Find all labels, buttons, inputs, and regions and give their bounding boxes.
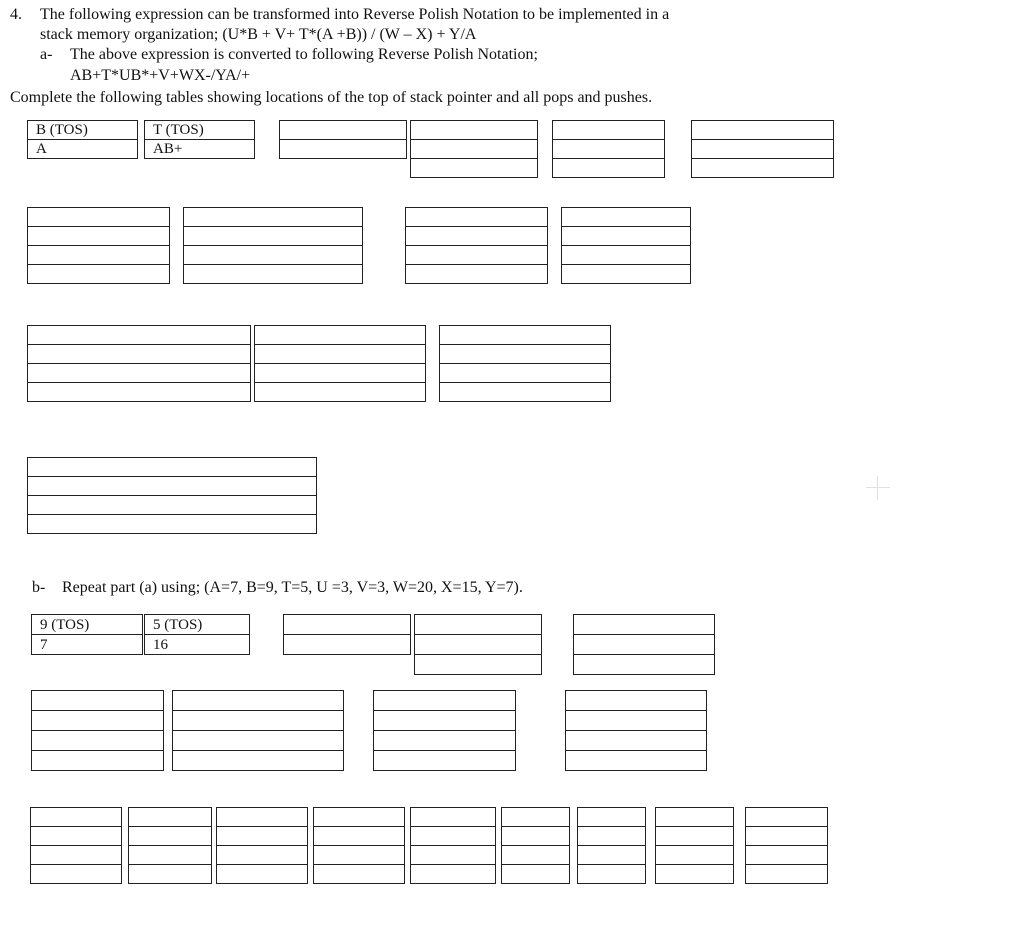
stack-cell <box>415 635 542 655</box>
stack-table-b-14 <box>410 807 496 884</box>
stack-cell: B (TOS) <box>28 121 138 140</box>
stack-table-b-15 <box>501 807 570 884</box>
stack-cell <box>411 827 496 846</box>
stack-cell <box>28 515 317 534</box>
stack-cell <box>574 655 715 675</box>
stack-cell <box>566 751 707 771</box>
stack-cell <box>28 364 251 383</box>
stack-cell <box>374 711 516 731</box>
stack-cell <box>578 808 646 827</box>
stack-cell <box>28 227 170 246</box>
stack-cell <box>129 808 212 827</box>
part-a-label: a- <box>40 46 53 63</box>
stack-cell <box>173 751 344 771</box>
stack-cell <box>656 827 734 846</box>
stack-table-a-6 <box>691 120 834 178</box>
stack-cell <box>314 865 405 884</box>
stack-cell <box>502 865 570 884</box>
stack-cell <box>578 846 646 865</box>
stack-table-b-13 <box>313 807 405 884</box>
stack-table-b-5 <box>573 614 715 675</box>
stack-cell <box>28 345 251 364</box>
stack-cell <box>562 208 691 227</box>
stack-cell <box>217 846 308 865</box>
stack-cell <box>406 265 548 284</box>
part-b-text: Repeat part (a) using; (A=7, B=9, T=5, U =3, V=3, W=20, X=15, Y=7). <box>62 579 523 596</box>
stack-cell <box>374 751 516 771</box>
stack-cell <box>374 691 516 711</box>
stack-cell <box>411 121 538 140</box>
stack-cell <box>746 865 828 884</box>
stack-cell <box>314 808 405 827</box>
stack-cell <box>173 711 344 731</box>
stack-cell <box>255 383 426 402</box>
stack-table-b-4 <box>414 614 542 675</box>
stack-table-a-12 <box>254 325 426 402</box>
stack-table-a-1 <box>27 120 138 159</box>
stack-table-a-14 <box>27 457 317 534</box>
stack-cell <box>562 227 691 246</box>
stack-cell <box>28 458 317 477</box>
stack-cell <box>656 865 734 884</box>
stack-cell <box>32 731 164 751</box>
stack-table-b-11 <box>128 807 212 884</box>
question-line-2: stack memory organization; (U*B + V+ T*(A +B)) / (W – X) + Y/A <box>40 26 477 43</box>
part-b-label: b- <box>32 579 46 596</box>
stack-cell <box>406 227 548 246</box>
stack-cell <box>502 846 570 865</box>
stack-table-b-18 <box>745 807 828 884</box>
stack-cell <box>31 808 122 827</box>
stack-cell <box>411 808 496 827</box>
stack-cell: AB+ <box>145 140 255 159</box>
stack-cell <box>284 635 411 655</box>
stack-cell <box>314 846 405 865</box>
stack-cell <box>129 827 212 846</box>
stack-cell <box>656 808 734 827</box>
stack-cell <box>566 691 707 711</box>
stack-cell <box>374 731 516 751</box>
stack-table-b-16 <box>577 807 646 884</box>
stack-cell <box>562 265 691 284</box>
stack-table-a-10 <box>561 207 691 284</box>
stack-cell <box>184 265 363 284</box>
stack-cell <box>411 865 496 884</box>
stack-cell <box>406 246 548 265</box>
stack-cell <box>562 246 691 265</box>
stack-table-a-8 <box>183 207 363 284</box>
stack-cell <box>28 208 170 227</box>
stack-cell <box>746 846 828 865</box>
stack-table-a-9 <box>405 207 548 284</box>
stack-cell <box>314 827 405 846</box>
stack-cell <box>184 246 363 265</box>
stack-cell: 5 (TOS) <box>145 615 250 635</box>
stack-cell <box>280 140 407 159</box>
stack-cell: 7 <box>32 635 143 655</box>
stack-cell <box>411 846 496 865</box>
question-number: 4. <box>10 6 22 23</box>
stack-table-a-11 <box>27 325 251 402</box>
stack-cell <box>28 383 251 402</box>
stack-cell: 16 <box>145 635 250 655</box>
stack-cell <box>692 140 834 159</box>
stack-table-b-1 <box>31 614 143 655</box>
stack-cell <box>502 827 570 846</box>
stack-table-a-13 <box>439 325 611 402</box>
stack-table-b-7 <box>172 690 344 771</box>
stack-cell <box>32 711 164 731</box>
stack-table-a-2 <box>144 120 255 159</box>
stack-cell <box>217 808 308 827</box>
stack-cell <box>440 326 611 345</box>
part-a-line-1: The above expression is converted to following Reverse Polish Notation; <box>70 46 538 63</box>
stack-table-b-17 <box>655 807 734 884</box>
instruction-line: Complete the following tables showing locations of the top of stack pointer and all pops and pushes. <box>10 89 653 106</box>
stack-cell: 9 (TOS) <box>32 615 143 635</box>
stack-cell <box>566 731 707 751</box>
stack-cell <box>502 808 570 827</box>
question-line-1: The following expression can be transformed into Reverse Polish Notation to be implemented in a <box>40 6 670 23</box>
stack-table-b-9 <box>565 690 707 771</box>
stack-cell <box>553 121 665 140</box>
stack-cell <box>129 846 212 865</box>
stack-cell <box>31 865 122 884</box>
stack-cell <box>32 751 164 771</box>
stack-cell <box>173 691 344 711</box>
stack-cell <box>173 731 344 751</box>
stack-cell <box>578 827 646 846</box>
stack-table-a-4 <box>410 120 538 178</box>
stack-table-b-3 <box>283 614 411 655</box>
stack-cell: T (TOS) <box>145 121 255 140</box>
stack-cell <box>746 827 828 846</box>
stack-cell <box>28 265 170 284</box>
stack-cell <box>255 326 426 345</box>
stack-cell <box>411 140 538 159</box>
stack-cell <box>217 827 308 846</box>
stack-cell <box>280 121 407 140</box>
stack-table-b-12 <box>216 807 308 884</box>
stack-cell <box>31 846 122 865</box>
stack-cell <box>406 208 548 227</box>
stack-cell <box>553 159 665 178</box>
stack-cell <box>28 326 251 345</box>
stack-cell <box>255 364 426 383</box>
stack-cell: A <box>28 140 138 159</box>
stack-cell <box>184 208 363 227</box>
stack-cell <box>692 159 834 178</box>
stack-cell <box>746 808 828 827</box>
plus-cursor-icon <box>866 476 890 500</box>
stack-cell <box>574 635 715 655</box>
stack-cell <box>440 364 611 383</box>
stack-cell <box>440 345 611 364</box>
stack-cell <box>566 711 707 731</box>
stack-cell <box>656 846 734 865</box>
stack-cell <box>129 865 212 884</box>
stack-cell <box>692 121 834 140</box>
stack-cell <box>284 615 411 635</box>
stack-cell <box>411 159 538 178</box>
part-a-rpn: AB+T*UB*+V+WX-/YA/+ <box>70 67 251 84</box>
stack-cell <box>440 383 611 402</box>
stack-table-b-2 <box>144 614 250 655</box>
stack-table-b-10 <box>30 807 122 884</box>
stack-cell <box>28 496 317 515</box>
stack-cell <box>184 227 363 246</box>
stack-cell <box>32 691 164 711</box>
stack-cell <box>415 615 542 635</box>
stack-table-b-8 <box>373 690 516 771</box>
stack-cell <box>553 140 665 159</box>
stack-cell <box>217 865 308 884</box>
stack-cell <box>574 615 715 635</box>
stack-cell <box>31 827 122 846</box>
stack-cell <box>255 345 426 364</box>
stack-table-b-6 <box>31 690 164 771</box>
stack-table-a-5 <box>552 120 665 178</box>
stack-cell <box>578 865 646 884</box>
stack-table-a-7 <box>27 207 170 284</box>
stack-cell <box>28 246 170 265</box>
stack-cell <box>415 655 542 675</box>
stack-cell <box>28 477 317 496</box>
stack-table-a-3 <box>279 120 407 159</box>
